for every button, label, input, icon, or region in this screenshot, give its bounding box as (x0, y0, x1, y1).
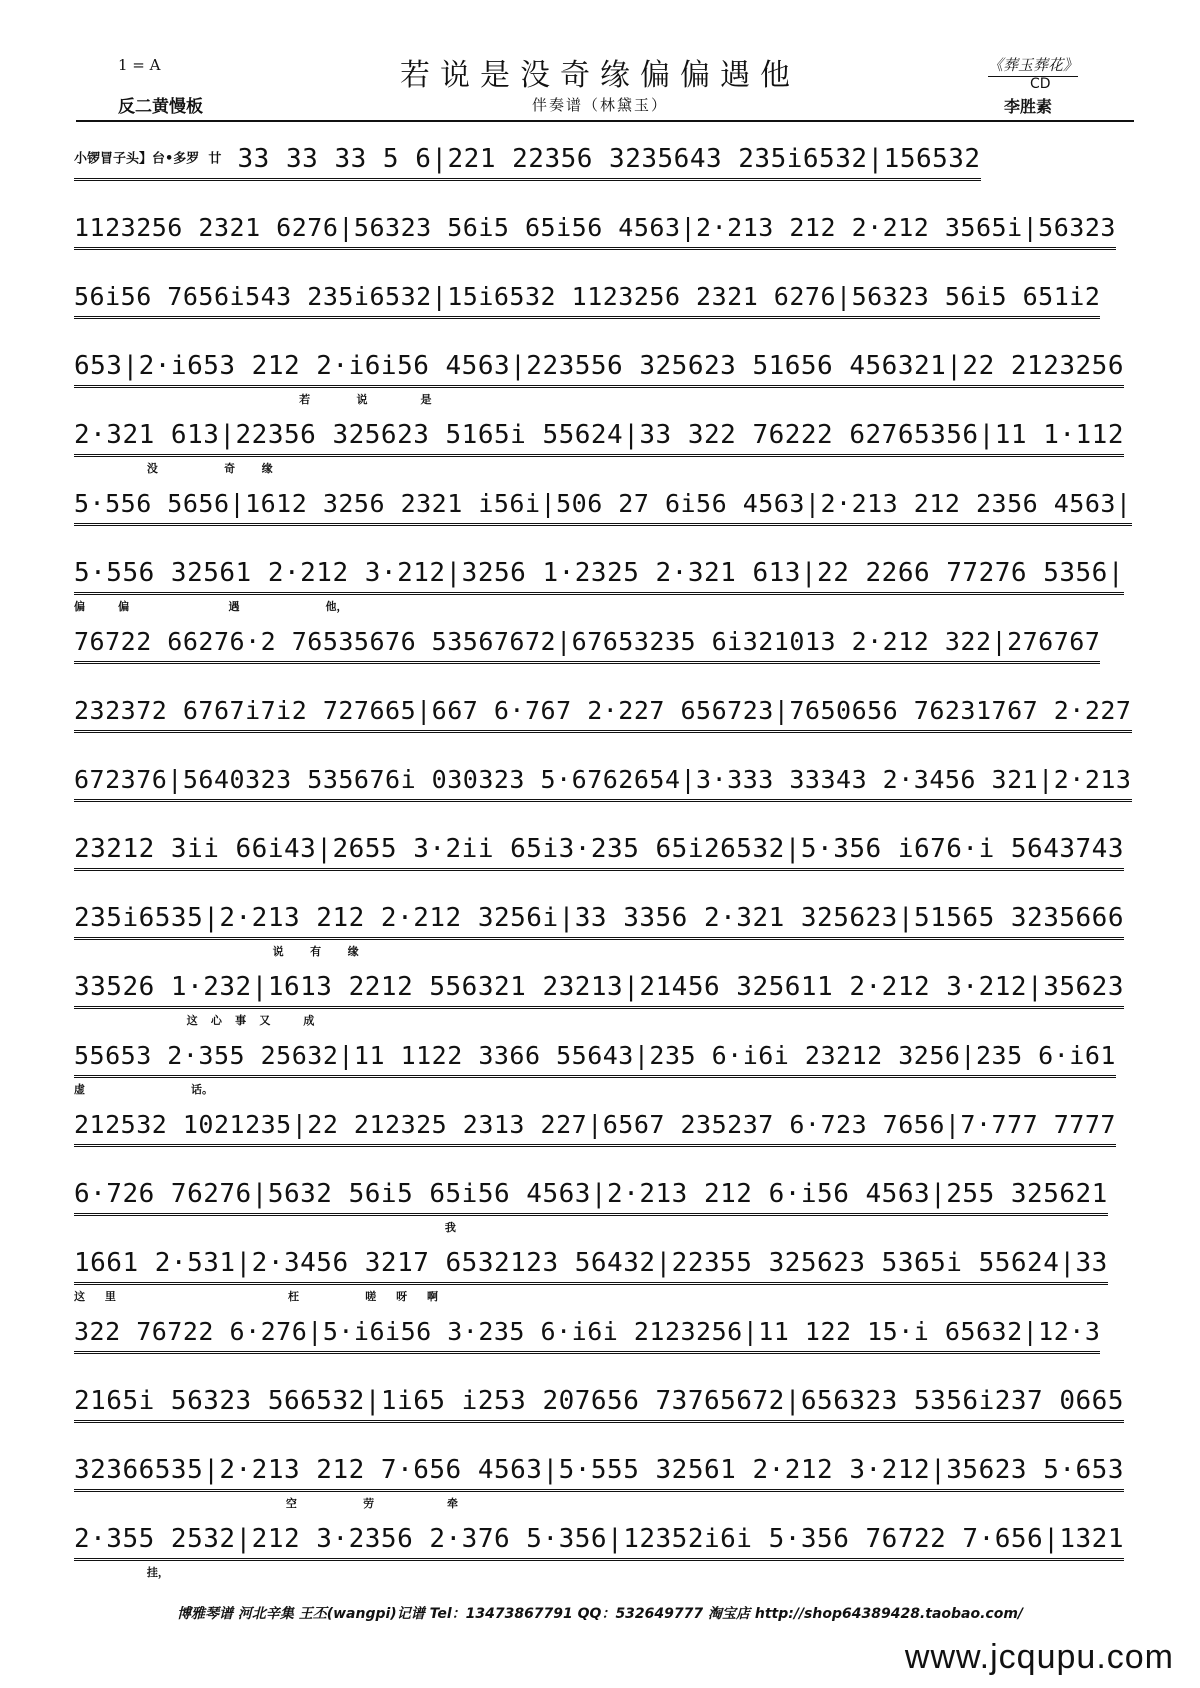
notation-line (74, 1177, 1108, 1216)
score-line (74, 1315, 1134, 1384)
notation-text: 76722 66276·2 76535676 53567672|67653235 6i321013 2·212 322|276767 (74, 627, 1101, 656)
footer-credit: 博雅琴谱 河北辛集 王丕(wangpi)记谱 Tel：13473867791 QQ：532649777 淘宝店 http://shop64389428.taobao.com/ (176, 1606, 1024, 1622)
notation-line (74, 418, 1124, 457)
lyric-line: 说 有 缘 (74, 945, 359, 958)
notation-text: 1661 2·531|2·3456 3217 6532123 56432|22355 325623 5365i 55624|33 (74, 1248, 1108, 1278)
notation-line (74, 280, 1100, 319)
notation-line (74, 556, 1124, 595)
score-line (74, 418, 1134, 487)
page-title: 若说是没奇缘偏偏遇他 (400, 58, 800, 93)
score-line (74, 763, 1134, 832)
notation-line (74, 1039, 1116, 1078)
page-subtitle: 伴奏谱（林黛玉） (531, 96, 668, 114)
score-line (74, 142, 1134, 211)
notation-text: 2·355 2532|212 3·2356 2·376 5·356|12352i6i 5·356 76722 7·656|1321 (74, 1524, 1124, 1554)
lyric-line: 空 劳 牵 (74, 1497, 458, 1510)
notation-text: 212532 1021235|22 212325 2313 227|6567 235237 6·723 7656|7·777 7777 (74, 1110, 1116, 1139)
score-line (74, 349, 1134, 418)
score-line (74, 211, 1134, 280)
cd-label: CD (1030, 76, 1051, 92)
score-line (74, 625, 1134, 694)
notation-line (74, 211, 1116, 250)
notation-text: 2·321 613|22356 325623 5165i 55624|33 322 76222 62765356|11 1·112 (74, 420, 1124, 450)
intro-percussion-label: 小锣冒子头】台•多罗 廿 (74, 151, 222, 167)
notation-line (74, 694, 1132, 733)
score-line (74, 487, 1134, 556)
notation-text: 56i56 7656i543 235i6532|15i6532 1123256 2321 6276|56323 56i5 651i2 (74, 282, 1101, 311)
lyric-line: 偏 偏 遇 他， (74, 600, 348, 613)
notation-text: 33526 1·232|1613 2212 556321 23213|21456 325611 2·212 3·212|35623 (74, 972, 1124, 1002)
score-line (74, 1453, 1134, 1522)
notation-line (74, 1384, 1124, 1423)
lyric-line: 挂， (74, 1566, 169, 1579)
notation-line (74, 901, 1124, 940)
score-header (0, 0, 1200, 130)
performer-name: 李胜素 (1004, 97, 1053, 116)
lyric-line: 虚 话。 (74, 1083, 213, 1096)
notation-line (74, 1108, 1116, 1147)
notation-line (74, 763, 1132, 802)
score-line (74, 694, 1134, 763)
lyric-line: 这 里 枉 嗟 呀 啊 (74, 1290, 439, 1303)
source-work: 《葬玉葬花》 (988, 54, 1078, 77)
notation-line (74, 1522, 1124, 1561)
notation-text: 55653 2·355 25632|11 1122 3366 55643|235 6·i6i 23212 3256|235 6·i61 (74, 1041, 1116, 1070)
score-line (74, 1246, 1134, 1315)
lyric-line: 没 奇 缘 (74, 462, 273, 475)
score-line (74, 1039, 1134, 1108)
tempo-marking: 反二黄慢板 (118, 97, 203, 117)
notation-score (74, 142, 1134, 1591)
notation-line (74, 1315, 1100, 1354)
lyric-line: 这 心 事 又 成 (74, 1014, 315, 1027)
key-signature: 1 = A (118, 56, 161, 74)
score-line (74, 901, 1134, 970)
notation-line (74, 1246, 1108, 1285)
notation-text: 2165i 56323 566532|1i65 i253 207656 73765672|656323 5356i237 0665 (74, 1386, 1124, 1416)
notation-text: 6·726 76276|5632 56i5 65i56 4563|2·213 212 6·i56 4563|255 325621 (74, 1179, 1108, 1209)
score-line (74, 970, 1134, 1039)
score-line (74, 1177, 1134, 1246)
notation-text: 23212 3ii 66i43|2655 3·2ii 65i3·235 65i26532|5·356 i676·i 5643743 (74, 834, 1124, 864)
score-line (74, 1522, 1134, 1591)
notation-line (74, 625, 1100, 664)
notation-line (74, 1453, 1124, 1492)
notation-text: 5·556 5656|1612 3256 2321 i56i|506 27 6i56 4563|2·213 212 2356 4563| (74, 489, 1132, 518)
score-line (74, 280, 1134, 349)
lyric-line: 若 说 是 (74, 393, 432, 406)
notation-text: 5·556 32561 2·212 3·212|3256 1·2325 2·321 613|22 2266 77276 5356| (74, 558, 1124, 588)
notation-text: 672376|5640323 535676i 030323 5·6762654|3·333 33343 2·3456 321|2·213 (74, 765, 1132, 794)
watermark-url: www.jcqupu.com (904, 1638, 1174, 1676)
score-line (74, 832, 1134, 901)
notation-text: 1123256 2321 6276|56323 56i5 65i56 4563|2·213 212 2·212 3565i|56323 (74, 213, 1116, 242)
notation-line (74, 970, 1124, 1009)
notation-line (74, 487, 1132, 526)
score-line (74, 1108, 1134, 1177)
notation-line (74, 142, 981, 181)
notation-line (74, 349, 1124, 388)
notation-text: 235i6535|2·213 212 2·212 3256i|33 3356 2·321 325623|51565 3235666 (74, 903, 1124, 933)
score-line (74, 1384, 1134, 1453)
lyric-line: 我 (74, 1221, 456, 1234)
notation-line (74, 832, 1124, 871)
score-line (74, 556, 1134, 625)
header-divider (76, 120, 1134, 122)
notation-text: 653|2·i653 212 2·i6i56 4563|223556 325623 51656 456321|22 2123256 (74, 351, 1124, 381)
notation-text: 32366535|2·213 212 7·656 4563|5·555 32561 2·212 3·212|35623 5·653 (74, 1455, 1124, 1485)
notation-text: 322 76722 6·276|5·i6i56 3·235 6·i6i 2123256|11 122 15·i 65632|12·3 (74, 1317, 1101, 1346)
notation-text: 33 33 33 5 6|221 22356 3235643 235i6532|156532 (221, 144, 981, 174)
notation-text: 232372 6767i7i2 727665|667 6·767 2·227 656723|7650656 76231767 2·227 (74, 696, 1132, 725)
